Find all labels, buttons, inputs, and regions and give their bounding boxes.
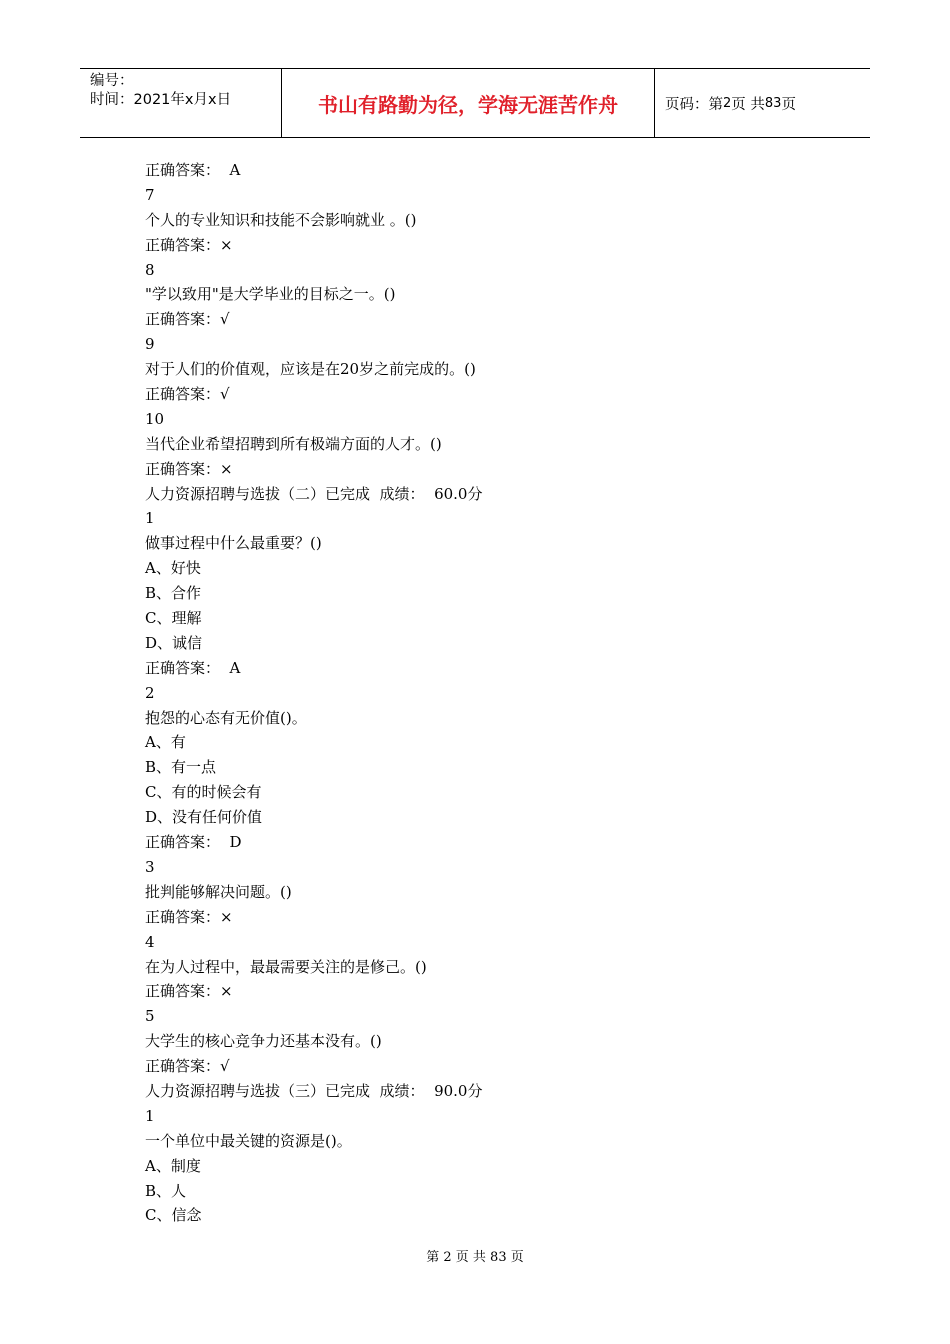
text-line: 人力资源招聘与选拔（三）已完成 成绩： 90.0分 (145, 1081, 483, 1100)
number-label: 编号： (90, 73, 134, 89)
text-line: C、信念 (145, 1206, 202, 1225)
text-line: 正确答案： A (145, 658, 241, 677)
header-meta (80, 69, 282, 137)
page-end: 页 (781, 96, 796, 113)
text-line: 当代企业希望招聘到所有极端方面的人才。() (145, 434, 442, 453)
text-line: 正确答案：√ (145, 1057, 230, 1076)
text-line: A、制度 (145, 1156, 201, 1175)
text-line: C、有的时候会有 (145, 783, 262, 802)
text-line: A、有 (145, 733, 186, 752)
page-mid: 页 共 (731, 96, 765, 113)
document-body (145, 158, 845, 1228)
text-line: 10 (145, 409, 165, 428)
text-line: 做事过程中什么最重要？() (145, 534, 322, 553)
text-line: 人力资源招聘与选拔（二）已完成 成绩： 60.0分 (145, 484, 483, 503)
page-total: 83 (764, 95, 782, 111)
text-line: 正确答案：× (145, 982, 233, 1001)
text-line: C、理解 (145, 609, 202, 628)
text-line: 1 (145, 509, 155, 528)
text-line: 正确答案： A (145, 161, 241, 179)
document-header (80, 68, 870, 138)
text-line: 在为人过程中，最最需要关注的是修己。() (145, 957, 427, 976)
text-line: 抱怨的心态有无价值()。 (145, 708, 307, 727)
text-line: 8 (145, 260, 155, 279)
text-line: 正确答案：√ (145, 385, 230, 404)
text-line: 5 (145, 1007, 155, 1026)
header-page-info (655, 69, 870, 137)
text-line: 大学生的核心竞争力还基本没有。() (145, 1032, 382, 1051)
page-footer: 第 2 页 共 83 页 (426, 1250, 524, 1265)
text-line: 正确答案：× (145, 459, 233, 478)
text-line: 对于人们的价值观，应该是在20岁之前完成的。() (145, 360, 476, 379)
text-line: 正确答案：× (145, 907, 233, 926)
date-label: 时间：2021年x月x日 (90, 92, 232, 108)
header-motto: 书山有路勤为径，学海无涯苦作舟 (282, 69, 655, 137)
text-line: "学以致用"是大学毕业的目标之一。() (145, 285, 396, 304)
page-number: 2 (723, 95, 732, 111)
text-line: 3 (145, 857, 155, 876)
text-line: 2 (145, 683, 155, 702)
text-line: B、人 (145, 1181, 187, 1200)
text-line: 1 (145, 1106, 155, 1125)
text-line: 一个单位中最关键的资源是()。 (145, 1131, 352, 1150)
text-line: 9 (145, 335, 155, 354)
text-line: D、没有任何价值 (145, 808, 263, 827)
text-line: 个人的专业知识和技能不会影响就业 。() (145, 210, 417, 229)
text-line: 正确答案： D (145, 833, 242, 852)
text-line: 7 (145, 185, 155, 204)
text-line: 批判能够解决问题。() (145, 882, 292, 901)
text-line: 4 (145, 932, 155, 951)
text-line: D、诚信 (145, 633, 203, 652)
text-line: B、有一点 (145, 758, 217, 777)
text-line: B、合作 (145, 584, 202, 603)
page-label: 页码：第 (665, 96, 723, 113)
text-line: 正确答案：× (145, 235, 233, 254)
text-line: 正确答案：√ (145, 310, 230, 329)
text-line: A、好快 (145, 559, 201, 578)
